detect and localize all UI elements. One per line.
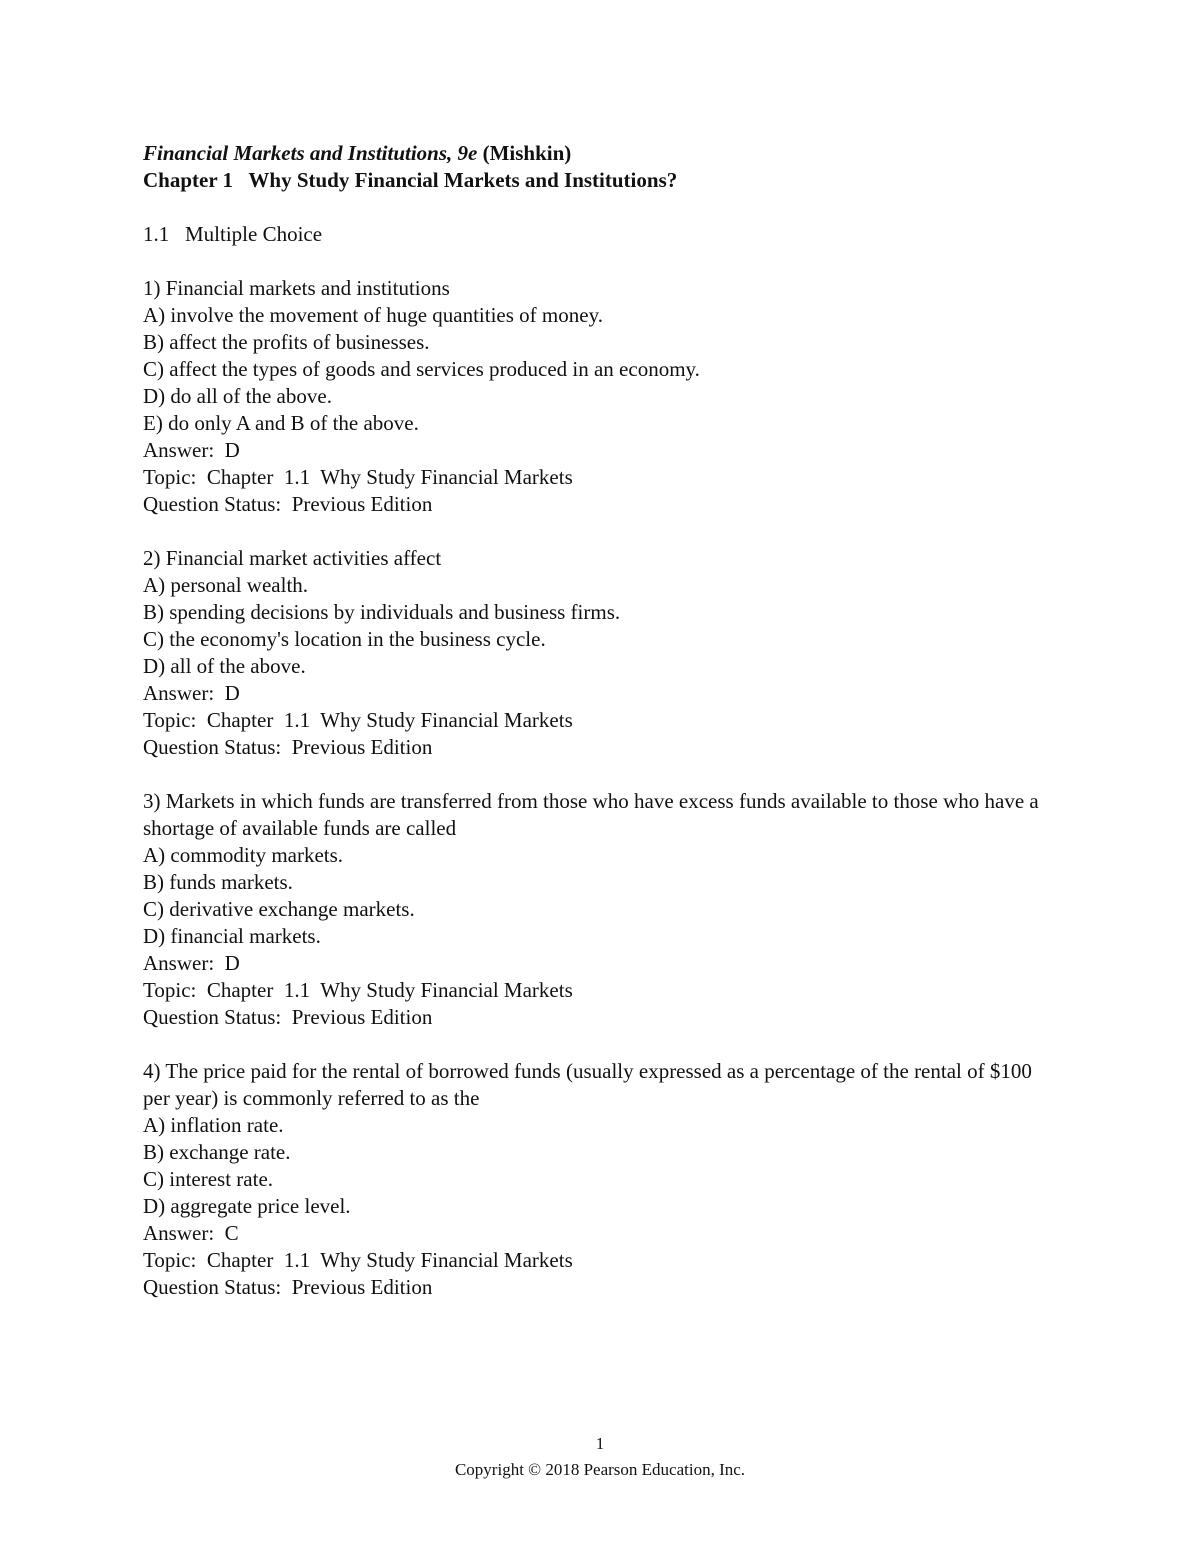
question-block <box>143 788 1063 1031</box>
question-status: Question Status: Previous Edition <box>143 735 433 759</box>
answer-option: A) inflation rate. <box>143 1113 284 1137</box>
answer-option: E) do only A and B of the above. <box>143 411 419 435</box>
answer-option: B) exchange rate. <box>143 1140 291 1164</box>
question-topic: Topic: Chapter 1.1 Why Study Financial Markets <box>143 465 573 489</box>
answer-option: A) involve the movement of huge quantities of money. <box>143 303 603 327</box>
book-title: Financial Markets and Institutions, 9e <box>143 141 478 165</box>
question-status: Question Status: Previous Edition <box>143 1275 433 1299</box>
answer-option: C) derivative exchange markets. <box>143 897 415 921</box>
question-status: Question Status: Previous Edition <box>143 492 433 516</box>
answer-option: D) financial markets. <box>143 924 321 948</box>
chapter-title: Chapter 1 Why Study Financial Markets and Institutions? <box>143 168 678 192</box>
question-stem: 2) Financial market activities affect <box>143 546 442 570</box>
question-topic: Topic: Chapter 1.1 Why Study Financial Markets <box>143 708 573 732</box>
answer-option: D) do all of the above. <box>143 384 332 408</box>
answer-option: D) all of the above. <box>143 654 306 678</box>
question-status: Question Status: Previous Edition <box>143 1005 433 1029</box>
page-number: 1 <box>595 1434 605 1453</box>
answer-option: C) the economy's location in the business cycle. <box>143 627 546 651</box>
answer-option: B) funds markets. <box>143 870 293 894</box>
answer-option: A) commodity markets. <box>143 843 344 867</box>
answer-option: A) personal wealth. <box>143 573 309 597</box>
question-block <box>143 545 1063 761</box>
question-stem: 3) Markets in which funds are transferred from those who have excess funds available to those who have a shortage of available funds are called <box>143 789 1044 840</box>
book-author: (Mishkin) <box>477 141 572 165</box>
answer-option: B) spending decisions by individuals and business firms. <box>143 600 621 624</box>
page-content <box>143 140 1063 1301</box>
answer-option: B) affect the profits of businesses. <box>143 330 430 354</box>
answer-key: Answer: D <box>143 438 240 462</box>
question-topic: Topic: Chapter 1.1 Why Study Financial Markets <box>143 1248 573 1272</box>
question-block <box>143 1058 1063 1301</box>
question-block <box>143 275 1063 518</box>
answer-key: Answer: D <box>143 951 240 975</box>
question-stem: 4) The price paid for the rental of borrowed funds (usually expressed as a percentage of the rental of $100 per year) is commonly referred to as the <box>143 1059 1038 1110</box>
copyright-notice: Copyright © 2018 Pearson Education, Inc. <box>454 1460 746 1479</box>
section-heading: 1.1 Multiple Choice <box>143 222 323 246</box>
answer-key: Answer: D <box>143 681 240 705</box>
book-title-line <box>143 140 1063 167</box>
question-stem: 1) Financial markets and institutions <box>143 276 450 300</box>
question-topic: Topic: Chapter 1.1 Why Study Financial Markets <box>143 978 573 1002</box>
answer-option: D) aggregate price level. <box>143 1194 351 1218</box>
answer-key: Answer: C <box>143 1221 239 1245</box>
answer-option: C) interest rate. <box>143 1167 274 1191</box>
answer-option: C) affect the types of goods and services produced in an economy. <box>143 357 700 381</box>
